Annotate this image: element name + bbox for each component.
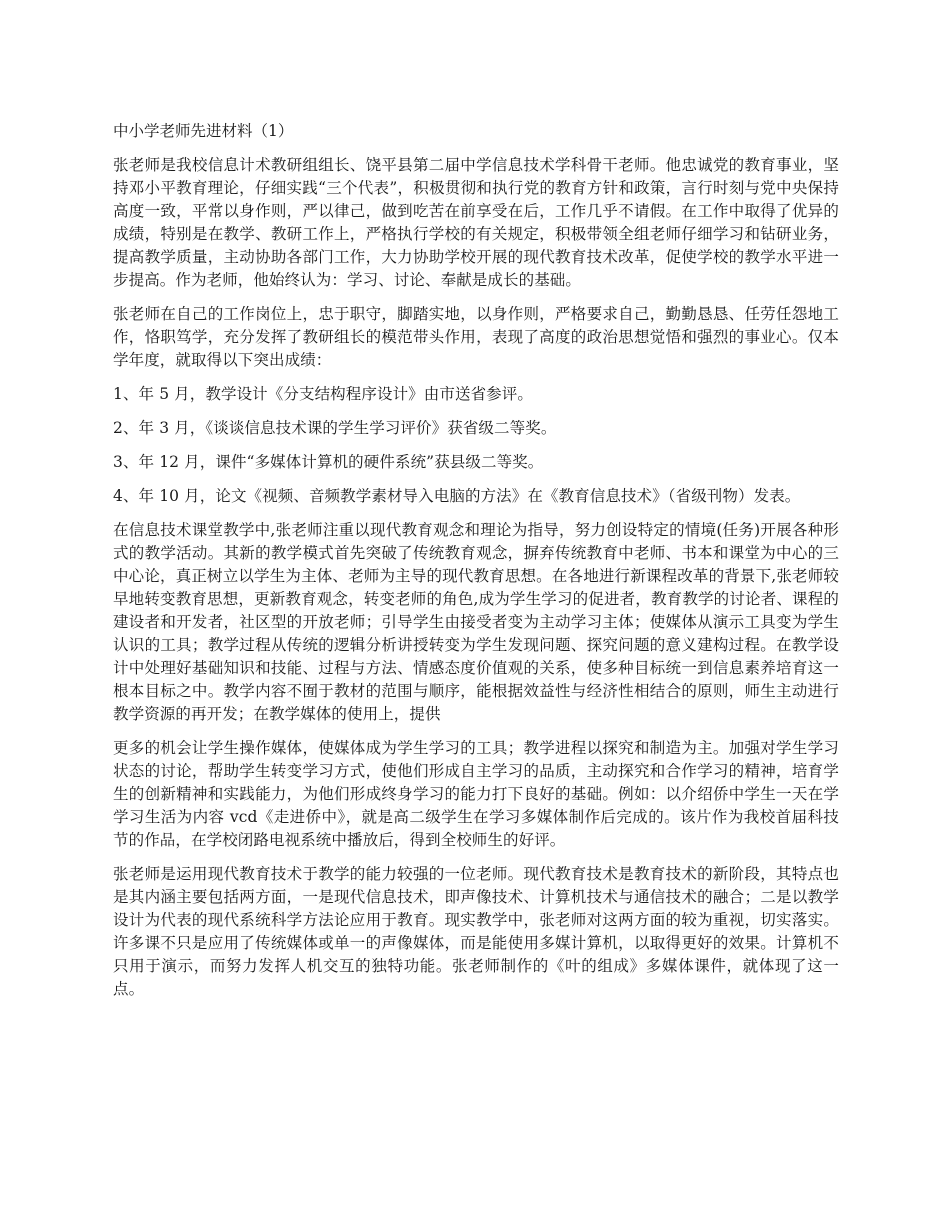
document-title: 中小学老师先进材料（1） [113,122,294,140]
paragraph-modern-technology: 张老师是运用现代教育技术于教学的能力较强的一位老师。现代教育技术是教育技术的新阶段，其特点也是其内涵主要包括两方面，一是现代信息技术，即声像技术、计算机技术与通信技术的融合；二是以教学设计为代表的现代系统科学方法论应用于教育。现实教学中，张老师对这两方面的较为重视，切实落实。许多课不只是应用了传统媒体或单一的声像媒体，而是能使用多媒计算机，以取得更好的效果。计算机不只用于演示，而努力发挥人机交互的独特功能。张老师制作的《叶的组成》多媒体课件，就体现了这一点。 [113,865,839,998]
paragraph-intro: 张老师是我校信息计术教研组组长、饶平县第二届中学信息技术学科骨干老师。他忠诚党的教育事业，坚持邓小平教育理论，仔细实践“三个代表”，积极贯彻和执行党的教育方针和政策，言行时刻与党中央保持高度一致，平常以身作则，严以律己，做到吃苦在前享受在后，工作几乎不请假。在工作中取得了优异的成绩，特别是在教学、教研工作上，严格执行学校的有关规定，积极带领全组老师仔细学习和钻研业务，提高教学质量，主动协助各部门工作，大力协助学校开展的现代教育技术改革，促使学校的教学水平进一步提高。作为老师，他始终认为：学习、讨论、奉献是成长的基础。 [113,156,839,289]
achievement-item-4: 4、年 10 月，论文《视频、音频教学素材导入电脑的方法》在《教育信息技术》（省级刊物）发表。 [113,487,801,505]
paragraph-classroom-teaching: 在信息技术课堂教学中,张老师注重以现代教育观念和理论为指导，努力创设特定的情境(任务)开展各种形式的教学活动。其新的教学模式首先突破了传统教育观念，摒弃传统教育中老师、书本和课堂为中心的三中心论，真正树立以学生为主体、老师为主导的现代教育思想。在各地进行新课程改革的背景下,张老师较早地转变教育思想，更新教育观念，转变老师的角色,成为学生学习的促进者，教育教学的讨论者、课程的建设者和开发者，社区型的开放老师；引导学生由接受者变为主动学习主体；使媒体从演示工具变为学生认识的工具；教学过程从传统的逻辑分析讲授转变为学生发现问题、探究问题的意义建构过程。在教学设计中处理好基础知识和技能、过程与方法、情感态度价值观的关系，使多种目标统一到信息素养培育这一根本目标之中。教学内容不囿于教材的范围与顺序，能根据效益性与经济性相结合的原则，师生主动进行教学资源的再开发；在教学媒体的使用上，提供 [113,521,839,723]
paragraph-achievements-intro: 张老师在自己的工作岗位上，忠于职守，脚踏实地，以身作则，严格要求自己，勤勤恳恳、任劳任怨地工作，恪职笃学，充分发挥了教研组长的模范带头作用，表现了高度的政治思想觉悟和强烈的事业心。仅本学年度，就取得以下突出成绩： [113,305,839,369]
paragraph-media-use: 更多的机会让学生操作媒体，使媒体成为学生学习的工具；教学进程以探究和制造为主。加强对学生学习状态的讨论，帮助学生转变学习方式，使他们形成自主学习的品质，主动探究和合作学习的精神，培育学生的创新精神和实践能力，为他们形成终身学习的能力打下良好的基础。例如：以介绍侨中学生一天在学学习生活为内容 vcd《走进侨中》，就是高二级学生在学习多媒体制作后完成的。该片作为我校首届科技节的作品，在学校闭路电视系统中播放后，得到全校师生的好评。 [113,739,839,849]
achievement-item-2: 2、年 3 月，《谈谈信息技术课的学生学习评价》获省级二等奖。 [113,419,557,437]
achievement-item-3: 3、年 12 月，课件“多媒体计算机的硬件系统”获县级二等奖。 [113,453,544,471]
document-page [113,120,839,1012]
achievement-item-1: 1、年 5 月，教学设计《分支结构程序设计》由市送省参评。 [113,385,533,403]
